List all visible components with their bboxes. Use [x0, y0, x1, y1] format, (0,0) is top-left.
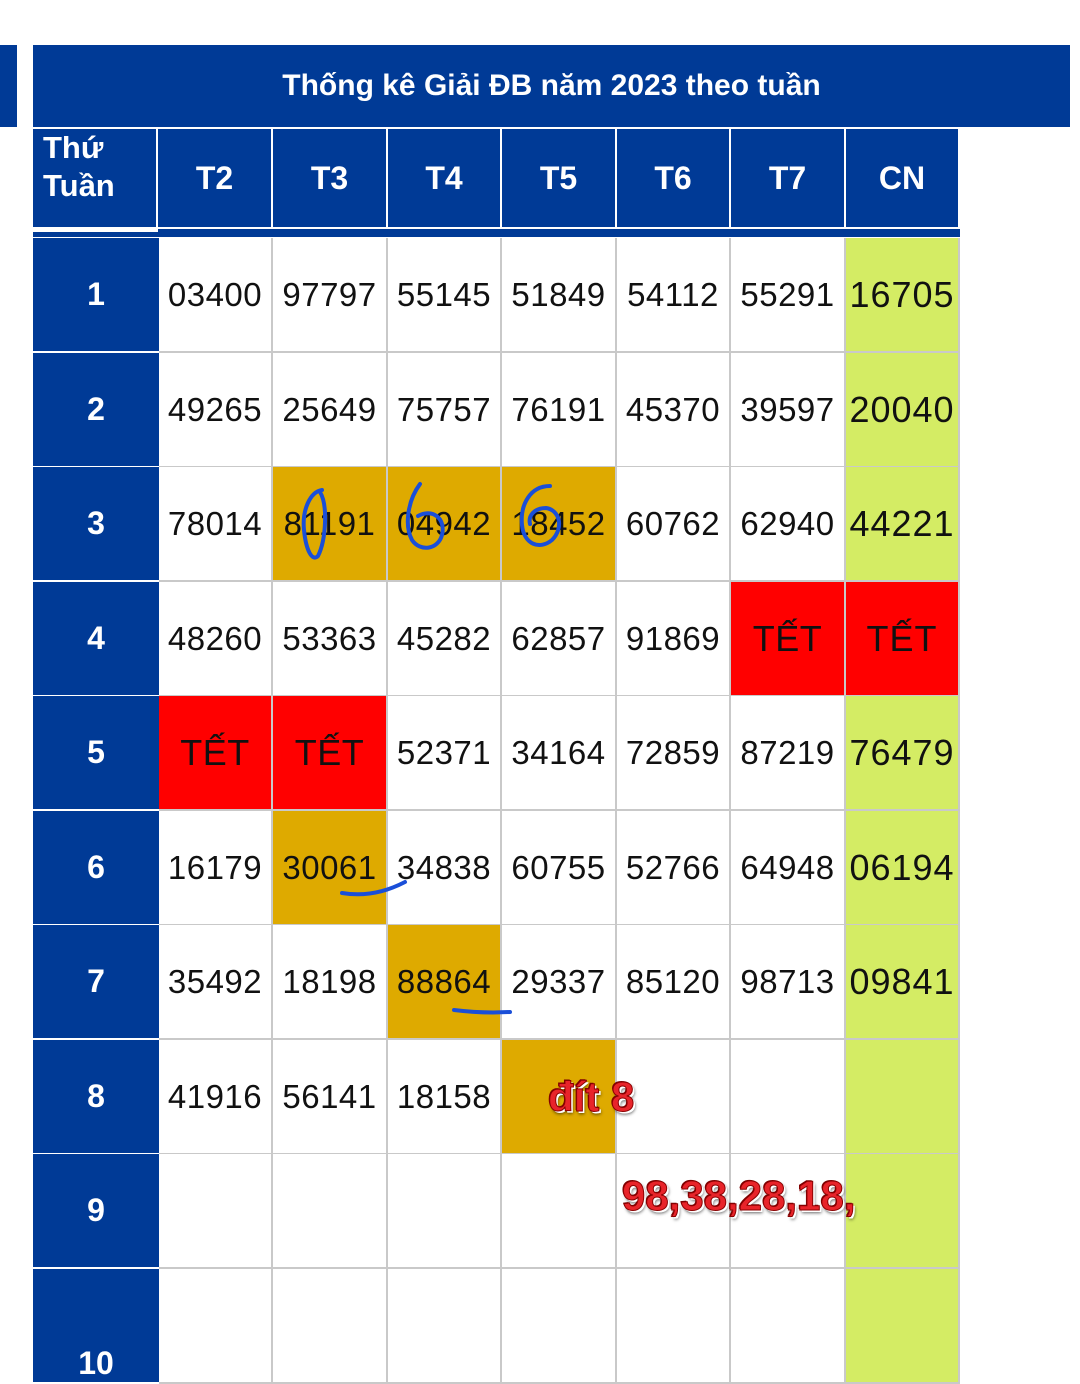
result-cell: 41916 [159, 1040, 273, 1155]
result-cell [731, 1269, 846, 1384]
sunday-result-cell: 76479 [846, 696, 960, 811]
tet-cell: TẾT [846, 582, 960, 697]
header-underline [33, 229, 960, 237]
sunday-result-cell: 09841 [846, 925, 960, 1040]
result-cell: 34838 [388, 811, 502, 926]
week-number: 8 [33, 1040, 159, 1154]
result-cell: 60755 [502, 811, 617, 926]
result-cell: 18158 [388, 1040, 502, 1155]
result-cell [731, 1040, 846, 1155]
header-label-line1: Thứ [43, 130, 104, 165]
result-cell: 85120 [617, 925, 731, 1040]
week-number: 10 [33, 1269, 159, 1383]
table-row [33, 582, 960, 697]
result-cell: 98713 [731, 925, 846, 1040]
result-cell: 25649 [273, 353, 388, 468]
result-cell [273, 1269, 388, 1384]
result-cell [502, 1269, 617, 1384]
table-row [33, 811, 960, 926]
header-day-cn: CN [846, 129, 958, 227]
table-row [33, 467, 960, 582]
tet-cell: TẾT [159, 696, 273, 811]
sunday-result-cell [846, 1154, 960, 1269]
table-row [33, 238, 960, 353]
header-day-t2: T2 [158, 129, 273, 227]
result-cell: 53363 [273, 582, 388, 697]
result-cell: 48260 [159, 582, 273, 697]
red-note-numbers: 98,38,28,18, [622, 1172, 856, 1219]
week-number: 1 [33, 238, 159, 352]
result-cell: 30061 [273, 811, 388, 926]
result-cell: 54112 [617, 238, 731, 353]
result-cell: 91869 [617, 582, 731, 697]
table-row [33, 696, 960, 811]
result-cell [388, 1154, 502, 1269]
tet-cell: TẾT [273, 696, 388, 811]
week-number: 7 [33, 925, 159, 1039]
week-number: 6 [33, 811, 159, 925]
result-cell: 35492 [159, 925, 273, 1040]
sunday-result-cell [846, 1040, 960, 1155]
result-cell: 62857 [502, 582, 617, 697]
header-week-day-label [33, 129, 158, 227]
result-cell [502, 1154, 617, 1269]
table-row [33, 1040, 960, 1155]
result-cell: 72859 [617, 696, 731, 811]
result-cell: 76191 [502, 353, 617, 468]
result-cell [159, 1269, 273, 1384]
week-number: 2 [33, 353, 159, 467]
result-cell: 45282 [388, 582, 502, 697]
header-day-t5: T5 [502, 129, 617, 227]
header-day-t3: T3 [273, 129, 388, 227]
sunday-result-cell [846, 1269, 960, 1384]
tet-cell: TẾT [731, 582, 846, 697]
result-cell: 39597 [731, 353, 846, 468]
result-cell: 51849 [502, 238, 617, 353]
result-cell: 03400 [159, 238, 273, 353]
week-number: 3 [33, 467, 159, 581]
result-cell: 45370 [617, 353, 731, 468]
header-day-t4: T4 [388, 129, 502, 227]
result-cell: 52371 [388, 696, 502, 811]
table-row [33, 1269, 960, 1384]
table-title: Thống kê Giải ĐB năm 2023 theo tuần [33, 45, 1070, 127]
result-cell: 81191 [273, 467, 388, 582]
header-label-line2: Tuần [43, 168, 115, 203]
result-cell: 60762 [617, 467, 731, 582]
result-cell: 55291 [731, 238, 846, 353]
result-cell: 87219 [731, 696, 846, 811]
red-note-dit-8: đít 8 [548, 1073, 635, 1120]
result-cell: 75757 [388, 353, 502, 468]
result-cell [273, 1154, 388, 1269]
result-cell: 52766 [617, 811, 731, 926]
left-edge-bar [0, 45, 17, 127]
result-cell: 18452 [502, 467, 617, 582]
sunday-result-cell: 44221 [846, 467, 960, 582]
result-cell [159, 1154, 273, 1269]
table-row [33, 353, 960, 468]
result-cell: 88864 [388, 925, 502, 1040]
result-cell: 64948 [731, 811, 846, 926]
result-cell: 34164 [502, 696, 617, 811]
header-underline-left [33, 232, 158, 237]
header-day-t7: T7 [731, 129, 846, 227]
sunday-result-cell: 16705 [846, 238, 960, 353]
result-cell: 18198 [273, 925, 388, 1040]
result-cell: 97797 [273, 238, 388, 353]
sunday-result-cell: 20040 [846, 353, 960, 468]
result-cell: 29337 [502, 925, 617, 1040]
week-number: 4 [33, 582, 159, 696]
result-cell: 16179 [159, 811, 273, 926]
result-cell [388, 1269, 502, 1384]
result-cell: 49265 [159, 353, 273, 468]
header-day-t6: T6 [617, 129, 731, 227]
result-cell: 62940 [731, 467, 846, 582]
sunday-result-cell: 06194 [846, 811, 960, 926]
week-number: 9 [33, 1154, 159, 1268]
result-cell: 78014 [159, 467, 273, 582]
result-cell [617, 1269, 731, 1384]
table-row [33, 925, 960, 1040]
week-number: 5 [33, 696, 159, 810]
result-cell: 56141 [273, 1040, 388, 1155]
result-cell: 55145 [388, 238, 502, 353]
result-cell: 04942 [388, 467, 502, 582]
